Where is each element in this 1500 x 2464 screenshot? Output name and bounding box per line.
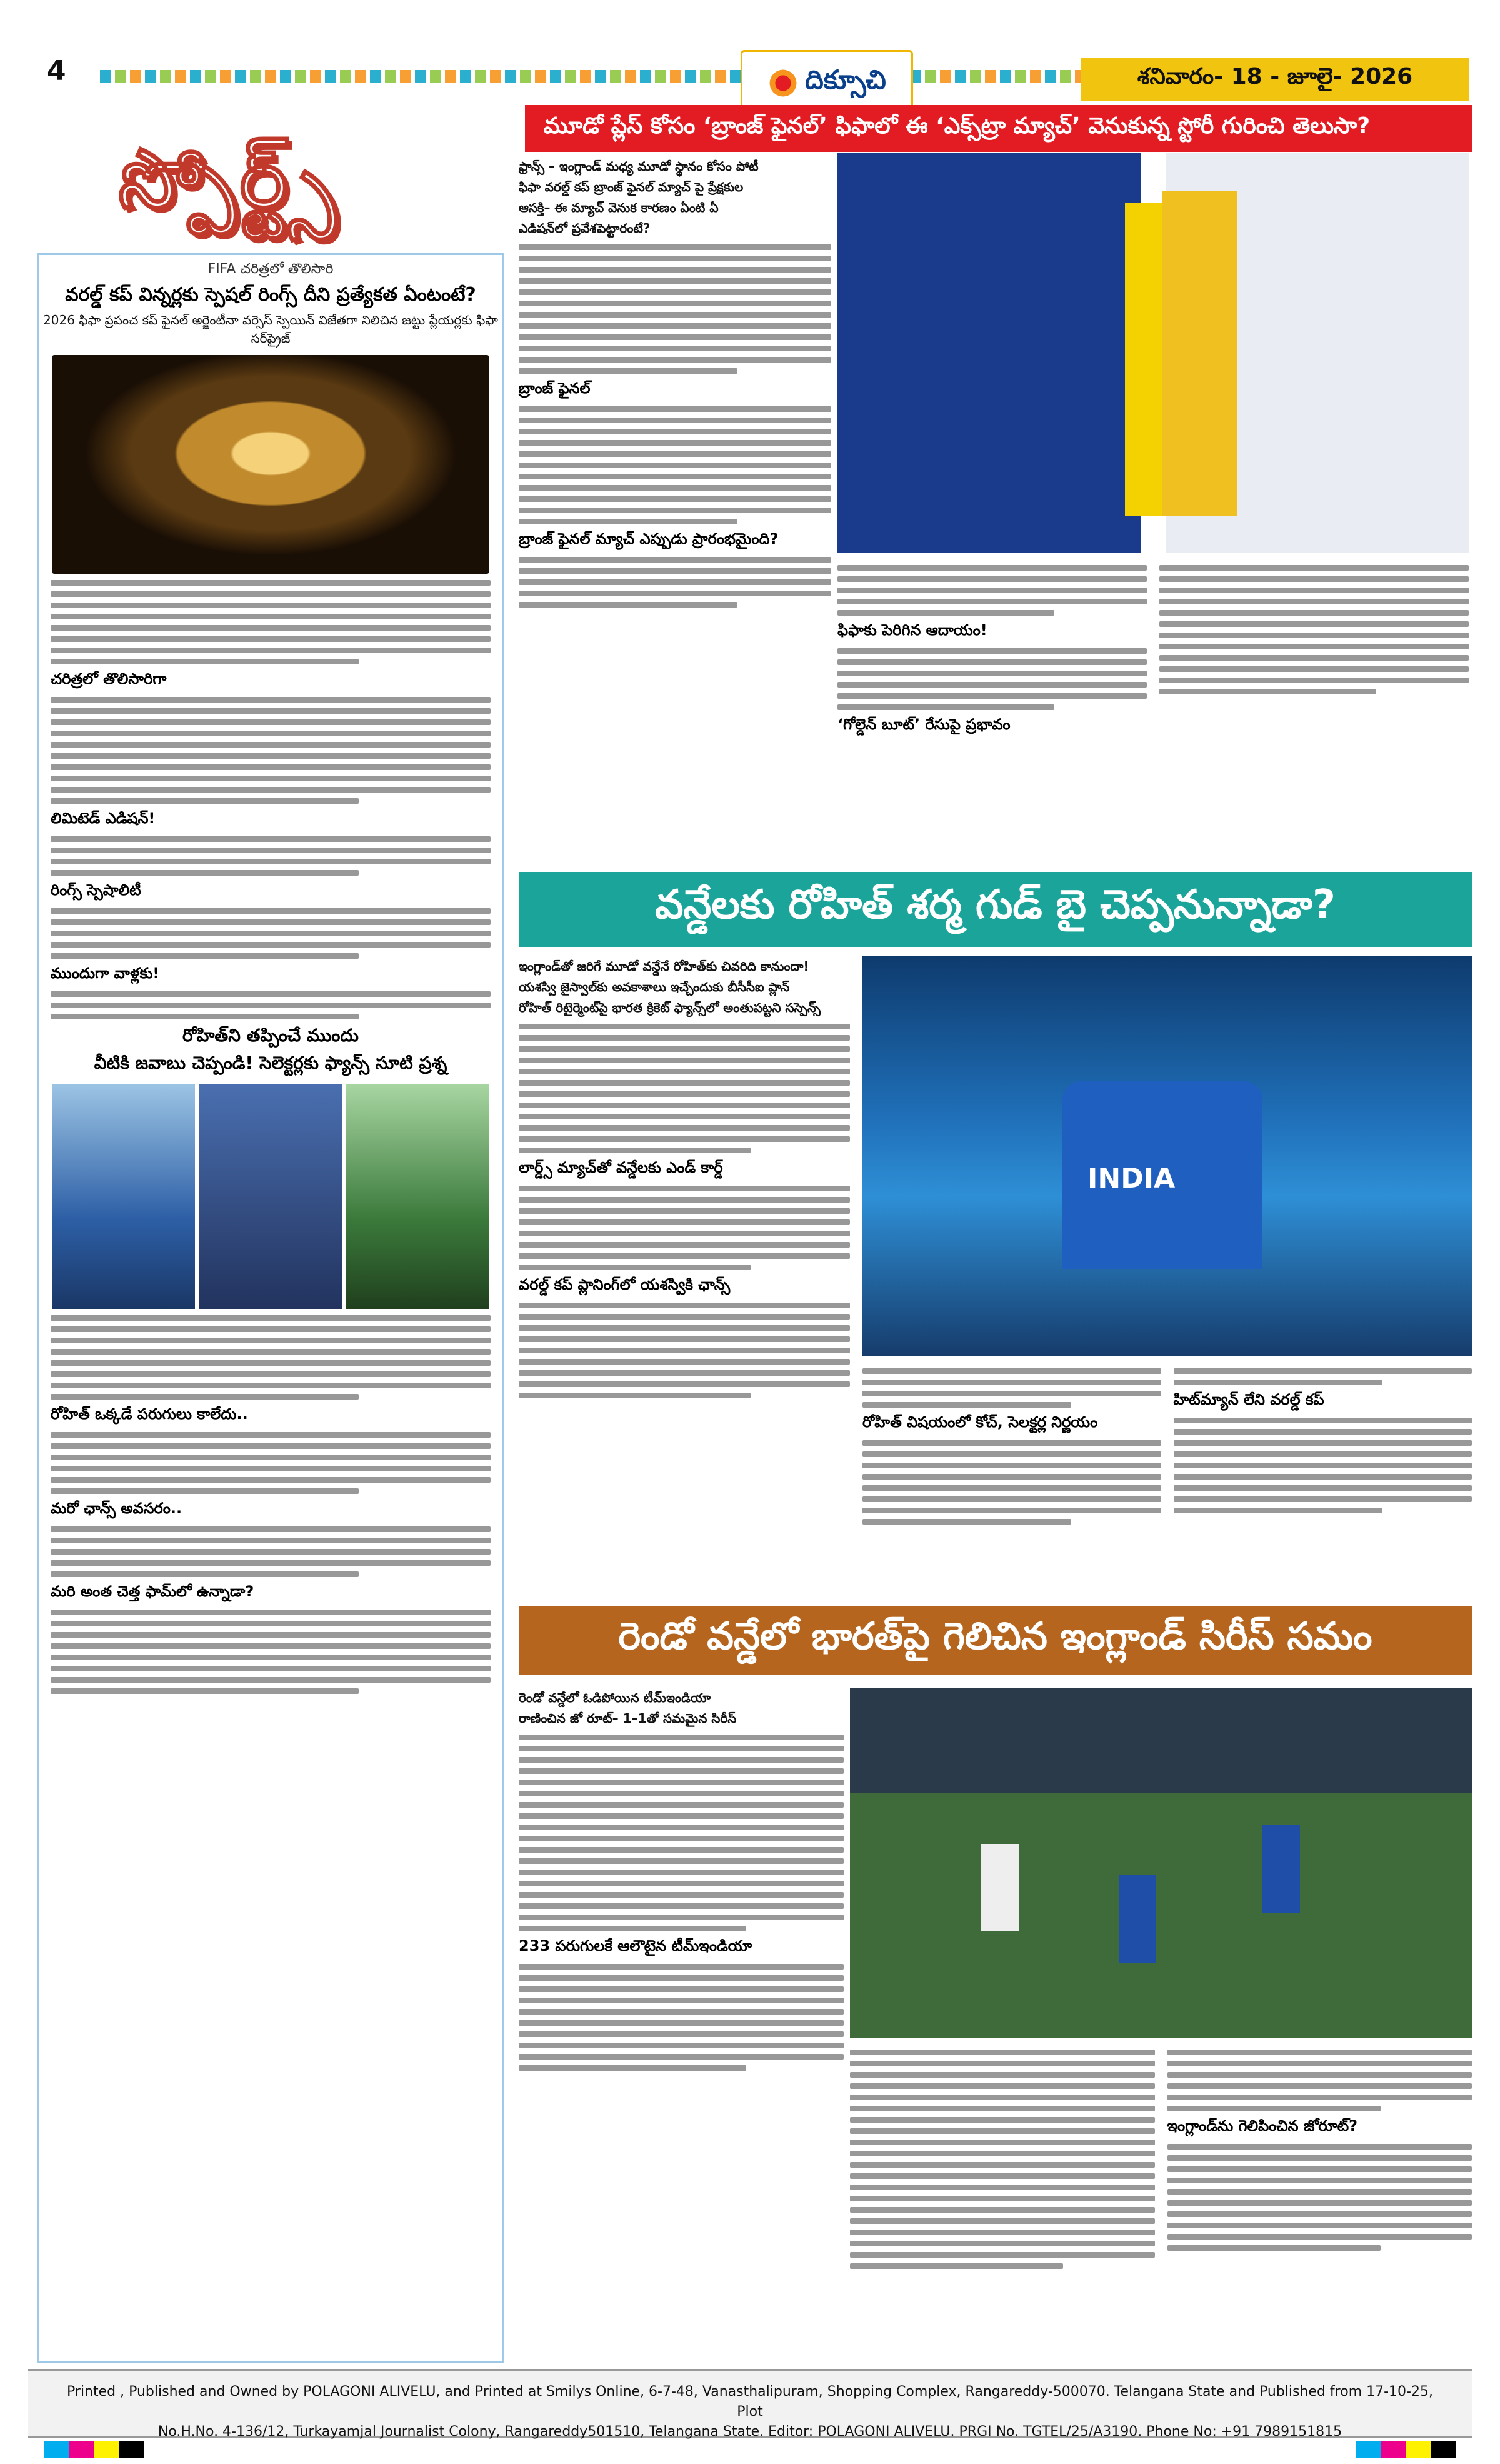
left-subhead-2: లిమిటెడ్ ఎడిషన్! [51, 809, 156, 827]
top-subhead-3: ఫిఫాకు పెరిగిన ఆదాయం! [838, 621, 988, 639]
issue-date: శనివారం- 18 - జూలై- 2026 [1081, 58, 1469, 101]
rohit-fans-photo [52, 1084, 489, 1309]
story2-subhead-2: మరో ఛాన్స్ అవసరం.. [51, 1500, 182, 1517]
imprint-footer [28, 2369, 1472, 2438]
top-subhead-1: బ్రాంజ్ ఫైనల్ [519, 379, 591, 397]
left-headline: వరల్డ్ కప్ విన్నర్లకు స్పెషల్ రింగ్స్ దీని ప్రత్యేకత ఏంటంటే? [65, 284, 476, 306]
top-subhead-4: ‘గోల్డెన్ బూట్’ రేసుపై ప్రభావం [838, 716, 1011, 733]
left-subheadline: 2026 ఫిఫా ప్రపంచ కప్ ఫైనల్ అర్జెంటీనా వర్సెస్ స్పెయిన్ విజేతగా నిలిచిన జట్టు ప్లేయర్లకు ఫిఫా సర్‌ప్రైజ్ [43, 313, 498, 346]
story2-kicker: రోహిత్‌ని తప్పించే ముందు [182, 1025, 359, 1046]
top-story-intro: ఫ్రాన్స్ – ఇంగ్లాండ్ మధ్య మూడో స్థానం కోసం పోటీ ఫిఫా వరల్డ్ కప్ బ్రాంజ్ ఫైనల్ మ్యాచ్ పై ప్రేక్షకుల ఆసక్తి– ఈ మ్యాచ్ వెనుక కారణం ఏంటి ఏ ఎడిషన్‌లో ప్రవేశపెట్టారంటే? బ్రాంజ్ ఫైనల్ బ్రాంజ్ ఫైనల్ మ్యాచ్ ఎప్పుడు ప్రారంభమైంది? [519, 156, 831, 613]
top-subhead-2: బ్రాంజ్ ఫైనల్ మ్యాచ్ ఎప్పుడు ప్రారంభమైంది? [519, 530, 779, 548]
story2-body [39, 1315, 502, 1694]
top-story-headline: మూడో ప్లేస్ కోసం ‘బ్రాంజ్ ఫైనల్’ ఫిఫాలో ఈ ‘ఎక్స్‌ట్రా మ్యాచ్’ వెనుకున్న స్టోరీ గురించి తెలుసా? [525, 105, 1472, 152]
rohit-subhead-3: రోహిత్ విషయంలో కోచ్, సెలక్టర్ల నిర్ణయం [862, 1413, 1098, 1431]
rohit-story-continued [862, 1363, 1472, 1530]
top-story-continued [838, 559, 1469, 742]
left-kicker: FIFA చరిత్రలో తొలిసారి [208, 261, 334, 277]
footer-line-2: No.H.No. 4-136/12, Turkayamjal Journalist Colony, Rangareddy501510, Telangana State. Editor: POLAGONI ALIVELU. PRGI No. TGTEL/25/A3190. Phone No: +91 7989151815 [158, 2423, 1342, 2440]
series-subhead-2: ఇంగ్లాండ్‌ను గెలిపించిన జోరూట్? [1167, 2117, 1358, 2135]
rohit-story-headline: వన్డేలకు రోహిత్ శర్మ గుడ్ బై చెప్పనున్నాడా? [519, 872, 1472, 947]
rohit-subhead-1: లార్డ్స్ మ్యాచ్‌తో వన్డేలకు ఎండ్ కార్డ్ [519, 1159, 723, 1176]
left-body [39, 580, 502, 1019]
rohit-subhead-4: హిట్‌మ్యాన్ లేని వరల్డ్ కప్ [1173, 1391, 1324, 1408]
series-subhead-1: 233 పరుగులకే ఆలౌటైన టీమ్‌ఇండియా [519, 1937, 752, 1955]
series-story-text: రెండో వన్డేలో ఓడిపోయిన టీమ్‌ఇండియా రాణించిన జో రూట్– 1–1తో సమమైన సిరీస్ 233 పరుగులకే ఆలౌటైన టీమ్‌ఇండియా [519, 1688, 844, 2076]
story2-subhead-1: రోహిత్ ఒక్కడే పరుగులు కాలేదు.. [51, 1405, 248, 1423]
series-story-headline: రెండో వన్డేలో భారత్‌పై గెలిచిన ఇంగ్లాండ్ సిరీస్ సమం [519, 1606, 1472, 1675]
france-england-team-photo [838, 153, 1469, 553]
left-subhead-1: చరిత్రలో తొలిసారిగా [51, 670, 167, 688]
left-subhead-3: రింగ్స్ స్పెషాలిటీ [51, 881, 141, 899]
left-subhead-4: ముందుగా వాళ్లకు! [51, 964, 160, 982]
registration-colorbar [44, 2441, 144, 2458]
rohit-story-text: ఇంగ్లాండ్‌తో జరిగే మూడో వన్డేనే రోహిత్‌కు చివరిది కానుందా! యశస్వి జైస్వాల్‌కు అవకాశాలు ఇచ్చేందుకు బీసీసీఐ ప్లాన్ రోహిత్ రిటైర్మెంట్‌పై భారత క్రికెట్ ఫ్యాన్స్‌లో అంతుపట్టని సస్పెన్స్ లార్డ్స్ మ్యాచ్‌తో వన్డేలకు ఎండ్ కార్డ్ వరల్డ్ కప్ ప్లానింగ్‌లో యశస్వికి ఛాన్స్ [519, 956, 850, 1404]
cricket-match-photo [850, 1688, 1472, 2038]
footer-line-1: Printed , Published and Owned by POLAGONI ALIVELU, and Printed at Smilys Online, 6-7-48, Vanasthalipuram, Shopping Complex, Rangareddy-500070. Telangana State and Published from 17-10-25, Plot [67, 2384, 1433, 2420]
registration-colorbar [1356, 2441, 1456, 2458]
paper-name: దిక్సూచి [805, 64, 886, 95]
rohit-photo [862, 956, 1472, 1356]
story2-headline: వీటికి జవాబు చెప్పండి! సెలెక్టర్లకు ఫ్యాన్స్ సూటి ప్రశ్న [94, 1053, 448, 1073]
rohit-subhead-2: వరల్డ్ కప్ ప్లానింగ్‌లో యశస్వికి ఛాన్స్ [519, 1276, 731, 1293]
compass-icon [768, 68, 799, 99]
left-column [38, 253, 504, 2363]
story2-subhead-3: మరి అంత చెత్త ఫామ్‌లో ఉన్నాడా? [51, 1583, 254, 1600]
series-story-continued [850, 2044, 1472, 2275]
jersey-text: INDIA [1088, 1163, 1176, 1194]
page-number: 4 [47, 55, 66, 87]
section-title: స్పోర్ట్స్ [119, 131, 341, 226]
ring-photo [52, 355, 489, 574]
